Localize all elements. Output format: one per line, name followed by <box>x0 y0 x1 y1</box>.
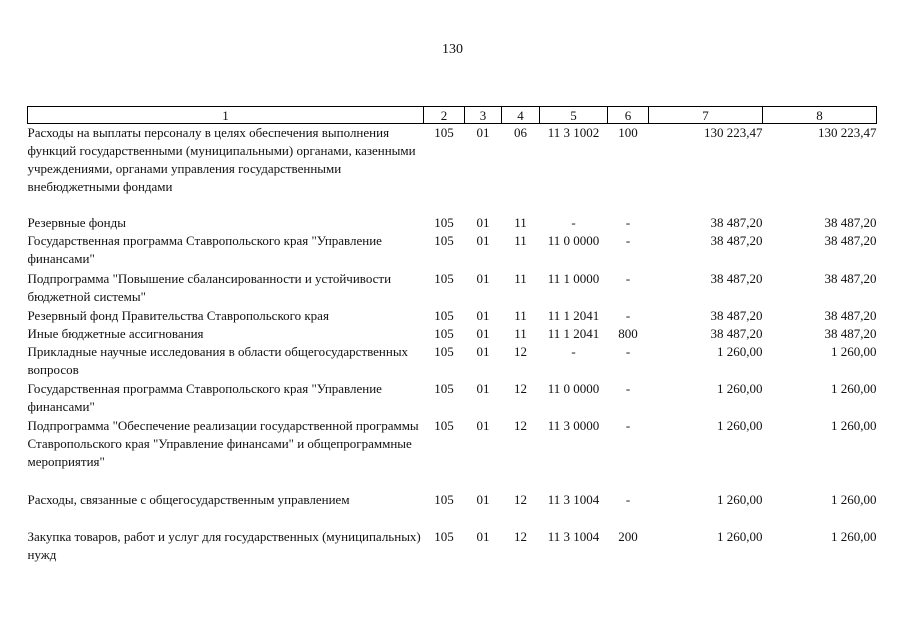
cell-amount-1: 1 260,00 <box>717 491 763 507</box>
cell-section: 01 <box>476 214 490 230</box>
cell-expense-type: - <box>625 380 631 396</box>
cell-amount-1: 38 487,20 <box>710 307 763 323</box>
table-row <box>28 214 877 232</box>
cell-ministry: 105 <box>434 125 454 140</box>
cell-section: 01 <box>476 491 490 507</box>
cell-ministry: 105 <box>434 417 454 433</box>
cell-amount-2: 38 487,20 <box>824 307 877 323</box>
cell-amount-2: 38 487,20 <box>824 214 877 230</box>
cell-target-article: 11 3 1002 <box>547 125 600 140</box>
cell-amount-1: 38 487,20 <box>710 325 763 341</box>
cell-target-article: 11 1 2041 <box>547 307 600 323</box>
cell-expense-type: 800 <box>618 325 638 341</box>
table-row <box>28 417 877 491</box>
column-header: 7 <box>649 107 763 124</box>
table-row <box>28 232 877 270</box>
cell-ministry: 105 <box>434 380 454 396</box>
row-name: Государственная программа Ставропольского края "Управление финансами" <box>27 232 382 266</box>
row-name: Прикладные научные исследования в области общегосударственных вопросов <box>27 343 409 377</box>
cell-subsection: 12 <box>514 343 527 359</box>
row-name: Иные бюджетные ассигнования <box>27 325 204 341</box>
cell-ministry: 105 <box>434 307 454 323</box>
cell-amount-2: 1 260,00 <box>831 380 877 396</box>
cell-target-article: - <box>571 214 576 230</box>
cell-amount-2: 38 487,20 <box>824 232 877 248</box>
cell-subsection: 11 <box>514 232 527 248</box>
cell-target-article: 11 0 0000 <box>547 232 600 248</box>
cell-amount-2: 38 487,20 <box>824 325 877 341</box>
table-row <box>28 491 877 528</box>
cell-target-article: 11 1 0000 <box>547 270 600 286</box>
table-row <box>28 528 877 565</box>
cell-expense-type: - <box>625 307 631 323</box>
cell-target-article: - <box>571 343 576 359</box>
table-row <box>28 270 877 307</box>
table-row <box>28 343 877 380</box>
cell-expense-type: - <box>625 214 631 230</box>
table-row <box>28 380 877 417</box>
cell-amount-1: 38 487,20 <box>710 214 763 230</box>
row-name: Расходы, связанные с общегосударственным управлением <box>27 491 350 507</box>
cell-amount-1: 1 260,00 <box>717 343 763 359</box>
cell-amount-1: 1 260,00 <box>717 380 763 396</box>
cell-subsection: 12 <box>514 491 527 507</box>
cell-target-article: 11 3 0000 <box>547 417 600 433</box>
cell-subsection: 12 <box>514 528 527 544</box>
column-header: 5 <box>540 107 608 124</box>
cell-subsection: 11 <box>514 307 527 323</box>
cell-expense-type: - <box>625 270 631 286</box>
row-name: Резервные фонды <box>27 214 126 230</box>
cell-ministry: 105 <box>434 270 454 286</box>
row-name: Закупка товаров, работ и услуг для государственных (муниципальных) нужд <box>27 528 421 562</box>
cell-amount-2: 38 487,20 <box>824 270 877 286</box>
row-name: Резервный фонд Правительства Ставропольского края <box>27 307 329 323</box>
column-header: 2 <box>424 107 465 124</box>
cell-ministry: 105 <box>434 325 454 341</box>
row-name: Подпрограмма "Обеспечение реализации государственной программы Ставропольского края "Управление финансами" и общепрограммные мероприятия" <box>27 417 419 469</box>
row-name: Расходы на выплаты персоналу в целях обеспечения выполнения функций государственными (муниципальными) органами, казенными учреждениями, органами управления государственными внебюджетными фондами <box>27 125 416 194</box>
cell-section: 01 <box>476 325 490 341</box>
budget-table <box>27 106 877 565</box>
cell-expense-type: 100 <box>618 125 638 140</box>
cell-subsection: 11 <box>514 270 527 286</box>
cell-section: 01 <box>476 307 490 323</box>
cell-expense-type: - <box>625 232 631 248</box>
page-number: 130 <box>442 42 463 57</box>
cell-subsection: 12 <box>514 380 527 396</box>
cell-expense-type: - <box>625 417 631 433</box>
cell-subsection: 12 <box>514 417 527 433</box>
column-header: 3 <box>465 107 502 124</box>
column-header: 6 <box>608 107 649 124</box>
cell-amount-2: 1 260,00 <box>831 343 877 359</box>
table-row <box>28 124 877 214</box>
table-row <box>28 307 877 325</box>
column-header: 1 <box>28 107 424 124</box>
cell-expense-type: 200 <box>618 528 638 544</box>
header-row <box>28 107 877 124</box>
cell-amount-2: 1 260,00 <box>831 417 877 433</box>
column-header: 8 <box>763 107 877 124</box>
cell-expense-type: - <box>625 343 631 359</box>
cell-target-article: 11 3 1004 <box>547 528 600 544</box>
cell-ministry: 105 <box>434 232 454 248</box>
cell-section: 01 <box>476 343 490 359</box>
cell-target-article: 11 1 2041 <box>547 325 600 341</box>
cell-amount-1: 38 487,20 <box>710 270 763 286</box>
cell-subsection: 11 <box>514 325 527 341</box>
table-row <box>28 325 877 343</box>
cell-amount-2: 1 260,00 <box>831 491 877 507</box>
cell-section: 01 <box>476 270 490 286</box>
cell-ministry: 105 <box>434 491 454 507</box>
cell-amount-1: 1 260,00 <box>717 417 763 433</box>
cell-expense-type: - <box>625 491 631 507</box>
cell-section: 01 <box>476 380 490 396</box>
cell-amount-1: 38 487,20 <box>710 232 763 248</box>
cell-target-article: 11 3 1004 <box>547 491 600 507</box>
cell-section: 01 <box>476 232 490 248</box>
cell-amount-1: 130 223,47 <box>704 125 763 140</box>
row-name: Подпрограмма "Повышение сбалансированности и устойчивости бюджетной системы" <box>27 270 392 304</box>
cell-section: 01 <box>476 125 490 140</box>
cell-target-article: 11 0 0000 <box>547 380 600 396</box>
cell-amount-2: 130 223,47 <box>818 125 877 140</box>
cell-ministry: 105 <box>434 528 454 544</box>
column-header: 4 <box>502 107 540 124</box>
cell-subsection: 06 <box>514 125 527 140</box>
cell-section: 01 <box>476 528 490 544</box>
cell-amount-1: 1 260,00 <box>717 528 763 544</box>
row-name: Государственная программа Ставропольского края "Управление финансами" <box>27 380 382 414</box>
cell-ministry: 105 <box>434 343 454 359</box>
cell-section: 01 <box>476 417 490 433</box>
cell-amount-2: 1 260,00 <box>831 528 877 544</box>
cell-subsection: 11 <box>514 214 527 230</box>
cell-ministry: 105 <box>434 214 454 230</box>
